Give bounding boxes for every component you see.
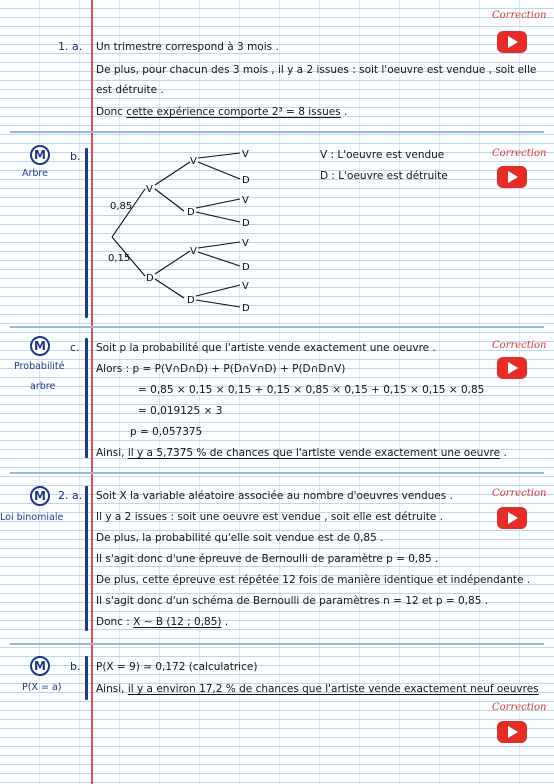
node-level1-1: V [146, 184, 153, 195]
conclusion-underlined: il y a environ 17,2 % de chances que l'artiste vende exactement neuf oeuvres [127, 683, 539, 695]
margin-line [91, 0, 93, 784]
legend-v: V : L'oeuvre est vendue [320, 149, 445, 161]
conclusion-suffix: . [500, 447, 507, 459]
conclusion-underlined: X ∼ B (12 ; 0,85) [133, 616, 222, 628]
node-level2-2: D [187, 207, 195, 218]
video-correction-button[interactable] [497, 31, 527, 53]
probability-tree [100, 145, 280, 315]
line-1c-2: Alors : p = P(V∩D∩D) + P(D∩V∩D) + P(D∩D∩V) [96, 363, 346, 375]
video-correction-button[interactable] [497, 166, 527, 188]
line-2a-5: De plus, cette épreuve est répétée 12 fois de manière identique et indépendante . [96, 574, 531, 586]
conclusion-prefix: Ainsi, [96, 447, 125, 459]
line-2a-1: Soit X la variable aléatoire associée au nombre d'oeuvres vendues . [96, 490, 453, 502]
branch-prob-d: 0,15 [108, 253, 131, 264]
section-divider [10, 472, 544, 474]
line-2a-3: De plus, la probabilité qu'elle soit vendue est de 0,85 . [96, 532, 384, 544]
question-number-2b: b. [70, 660, 81, 673]
line-2a-7 [96, 615, 228, 629]
node-level3-5: V [242, 238, 249, 249]
node-level3-8: D [242, 303, 250, 314]
conclusion-underlined: cette expérience comporte 2³ = 8 issues [126, 106, 341, 118]
question-number-2a: 2. a. [58, 489, 83, 502]
tree-branches [112, 153, 240, 307]
method-badge-icon[interactable]: M [30, 145, 50, 165]
line-1c-1: Soit p la probabilité que l'artiste vende exactement une oeuvre . [96, 342, 436, 354]
line-1a-4 [96, 105, 347, 119]
method-label-arbre: arbre [30, 381, 56, 392]
branch-prob-v: 0,85 [110, 201, 133, 212]
method-badge-icon[interactable]: M [30, 336, 50, 356]
node-level3-2: D [242, 175, 250, 186]
node-level1-2: D [146, 273, 154, 284]
video-correction-button[interactable] [497, 507, 527, 529]
node-level3-6: D [242, 262, 250, 273]
node-level3-4: D [242, 218, 250, 229]
section-divider [10, 326, 544, 328]
question-number-1c: c. [70, 341, 80, 354]
line-2a-4: Il s'agit donc d'une épreuve de Bernoulli de paramètre p = 0,85 . [96, 553, 439, 565]
line-1c-5: p = 0,057375 [130, 426, 203, 438]
line-1a-1: Un trimestre correspond à 3 mois . [96, 41, 279, 53]
conclusion-prefix: Donc [96, 106, 123, 118]
line-2a-2: Il y a 2 issues : soit une oeuvre est vendue , soit elle est détruite . [96, 511, 443, 523]
method-label-pxa: P(X = a) [22, 682, 62, 693]
correction-label: Correction [492, 10, 547, 21]
line-2b-2 [96, 682, 539, 696]
section-bar [85, 148, 88, 318]
play-icon [508, 512, 518, 524]
conclusion-suffix: . [221, 616, 229, 628]
line-1a-3: est détruite . [96, 84, 164, 96]
play-icon [508, 36, 518, 48]
video-correction-button[interactable] [497, 357, 527, 379]
method-label-loi-binomiale: Loi binomiale [0, 512, 64, 523]
node-level2-3: V [190, 246, 197, 257]
line-1c-6 [96, 446, 507, 460]
line-2b-1: P(X = 9) ≃ 0,172 (calculatrice) [96, 661, 258, 673]
play-icon [508, 726, 518, 738]
node-level3-1: V [242, 149, 249, 160]
section-divider [10, 643, 544, 645]
question-number-1a: 1. a. [58, 40, 83, 53]
section-bar [85, 338, 88, 458]
line-1c-3: = 0,85 × 0,15 × 0,15 + 0,15 × 0,85 × 0,15 + 0,15 × 0,15 × 0,85 [138, 384, 485, 396]
legend-d: D : L'oeuvre est détruite [320, 170, 448, 182]
correction-label: Correction [492, 340, 547, 351]
section-bar [85, 656, 88, 700]
section-bar [85, 486, 88, 631]
node-level3-7: V [242, 281, 249, 292]
play-icon [508, 362, 518, 374]
node-level3-3: V [242, 195, 249, 206]
line-1c-4: = 0,019125 × 3 [138, 405, 223, 417]
node-level2-4: D [187, 295, 195, 306]
section-divider [10, 131, 544, 133]
line-1a-2: De plus, pour chacun des 3 mois , il y a 2 issues : soit l'oeuvre est vendue , soit elle [96, 64, 537, 76]
method-badge-icon[interactable]: M [30, 656, 50, 676]
play-icon [508, 171, 518, 183]
method-label-probabilite: Probabilité [14, 361, 65, 372]
conclusion-suffix: . [340, 106, 348, 118]
method-badge-icon[interactable]: M [30, 486, 50, 506]
method-label-arbre: Arbre [22, 168, 48, 179]
line-2a-6: Il s'agit donc d'un schéma de Bernoulli de paramètres n = 12 et p = 0,85 . [96, 595, 489, 607]
conclusion-prefix: Donc : [96, 616, 130, 628]
conclusion-underlined: il y a 5,7375 % de chances que l'artiste vende exactement une oeuvre [127, 447, 501, 459]
node-level2-1: V [190, 156, 197, 167]
correction-label: Correction [492, 488, 547, 499]
correction-label: Correction [492, 148, 547, 159]
question-number-1b: b. [70, 150, 81, 163]
correction-label: Correction [492, 702, 547, 713]
conclusion-prefix: Ainsi, [96, 683, 125, 695]
video-correction-button[interactable] [497, 721, 527, 743]
